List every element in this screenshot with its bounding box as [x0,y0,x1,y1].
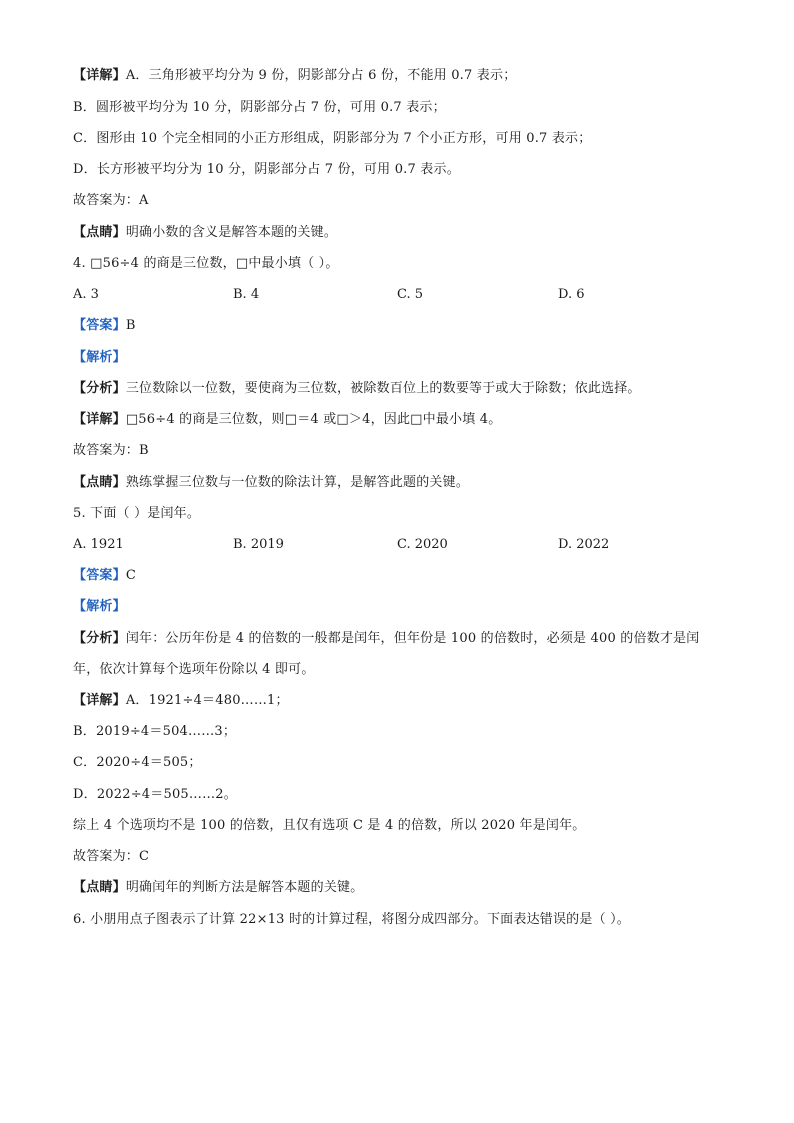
q5-detail-d: D．2022÷4＝505……2。 [73,787,237,802]
q5-fenxi-2: 年，依次计算每个选项年份除以 4 即可。 [73,662,315,677]
point-tag: 【点睛】 [73,225,126,240]
q5-question: 5. 下面（ ）是闰年。 [73,506,201,521]
q4-option-b: B. 4 [233,287,260,302]
q3-detail-b: B．圆形被平均分为 10 分，阴影部分占 7 份，可用 0.7 表示； [73,100,446,115]
q5-fenxi-1: 闰年：公历年份是 4 的倍数的一般都是闰年，但年份是 100 的倍数时，必须是 400 的倍数才是闰 [125,631,700,646]
q5-option-c: C. 2020 [397,537,448,552]
answer-tag: 【答案】 [73,318,126,333]
q4-detail-line [73,411,501,429]
q5-summary: 综上 4 个选项均不是 100 的倍数，且仅有选项 C 是 4 的倍数，所以 2020 年是闰年。 [73,818,586,833]
q5-detail-a: A．1921÷4＝480……1； [125,693,289,708]
q4-option-d: D. 6 [558,287,585,302]
q3-detail-a-line [73,67,516,85]
q5-option-d: D. 2022 [558,537,610,552]
q3-final-answer: 故答案为：A [73,193,149,208]
answer-tag: 【答案】 [73,568,126,583]
point-tag: 【点睛】 [73,880,126,895]
q4-answer-line [73,317,136,335]
q5-final-answer: 故答案为：C [73,849,150,864]
q3-detail-a: A．三角形被平均分为 9 份，阴影部分占 6 份，不能用 0.7 表示； [125,68,517,83]
q5-point: 明确闰年的判断方法是解答本题的关键。 [125,880,364,895]
q6-question: 6. 小朋用点子图表示了计算 22×13 时的计算过程，将图分成四部分。下面表达错误的是（ ）。 [73,912,631,927]
q5-analysis-tag [73,598,126,616]
analysis-tag: 【解析】 [73,350,126,365]
q4-option-c: C. 5 [397,287,424,302]
q4-option-a: A. 3 [73,287,99,302]
q5-detail-c: C．2020÷4＝505； [73,755,202,770]
q4-analysis-tag [73,349,126,367]
q3-point: 明确小数的含义是解答本题的关键。 [125,225,338,240]
fenxi-tag: 【分析】 [73,381,126,396]
detail-tag: 【详解】 [73,412,126,427]
detail-tag: 【详解】 [73,68,126,83]
q3-detail-d: D．长方形被平均分为 10 分，阴影部分占 7 份，可用 0.7 表示。 [73,162,460,177]
q5-answer: C [125,568,136,583]
q4-point: 熟练掌握三位数与一位数的除法计算，是解答此题的关键。 [125,475,470,490]
q5-detail-b: B．2019÷4＝504……3； [73,724,237,739]
q3-detail-c: C．图形由 10 个完全相同的小正方形组成，阴影部分为 7 个小正方形，可用 0.7 表示； [73,131,592,146]
analysis-tag: 【解析】 [73,599,126,614]
q4-question: 4. □56÷4 的商是三位数，□中最小填（ ）。 [73,256,339,271]
q5-option-b: B. 2019 [233,537,284,552]
detail-tag: 【详解】 [73,693,126,708]
q3-point-line [73,224,337,242]
q4-answer: B [125,318,136,333]
q5-point-line [73,879,363,897]
q4-fenxi-line [73,380,641,398]
q4-fenxi: 三位数除以一位数，要使商为三位数，被除数百位上的数要等于或大于除数；依此选择。 [125,381,641,396]
q5-answer-line [73,567,136,585]
fenxi-tag: 【分析】 [73,631,126,646]
q5-fenxi-line [73,630,700,648]
q5-detail-line [73,692,289,710]
q5-option-a: A. 1921 [73,537,124,552]
q4-final-answer: 故答案为：B [73,443,149,458]
q4-detail: □56÷4 的商是三位数，则□＝4 或□＞4，因此□中最小填 4。 [125,412,502,427]
q4-point-line [73,474,469,492]
point-tag: 【点睛】 [73,475,126,490]
